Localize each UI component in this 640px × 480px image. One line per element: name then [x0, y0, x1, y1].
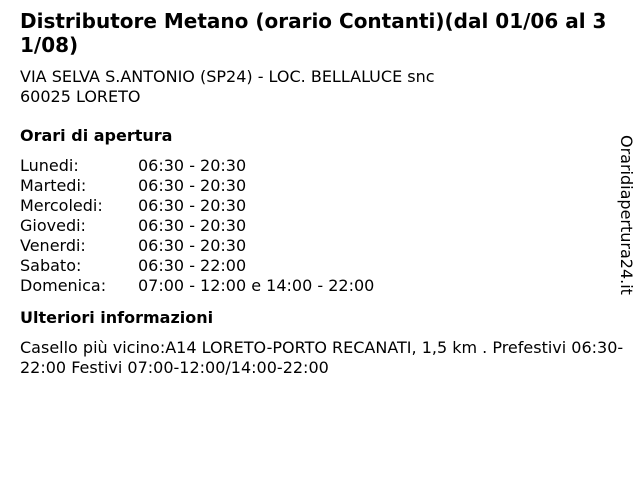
day-label: Mercoledi: — [20, 196, 103, 215]
site-watermark: Oraridiapertura24.it — [617, 135, 636, 295]
opening-hours-heading: Orari di apertura — [20, 126, 173, 145]
time-range: 06:30 - 20:30 — [138, 216, 247, 235]
hours-row-wednesday — [20, 196, 616, 216]
time-range: 06:30 - 20:30 — [138, 236, 247, 255]
address-block — [20, 67, 616, 107]
hours-row-tuesday — [20, 176, 616, 196]
hours-row-monday — [20, 156, 616, 176]
day-label: Lunedi: — [20, 156, 79, 175]
hours-row-sunday — [20, 276, 616, 296]
time-range: 06:30 - 22:00 — [138, 256, 247, 275]
day-label: Domenica: — [20, 276, 107, 295]
day-label: Giovedi: — [20, 216, 86, 235]
time-range: 07:00 - 12:00 e 14:00 - 22:00 — [138, 276, 375, 295]
time-range: 06:30 - 20:30 — [138, 176, 247, 195]
more-info-heading: Ulteriori informazioni — [20, 308, 214, 327]
more-info-text: Casello più vicino:A14 LORETO-PORTO RECANATI, 1,5 km . Prefestivi 06:30-22:00 Festivi 07:00-12:00/14:00-22:00 — [20, 338, 624, 377]
time-range: 06:30 - 20:30 — [138, 156, 247, 175]
day-label: Sabato: — [20, 256, 82, 275]
address-street: VIA SELVA S.ANTONIO (SP24) - LOC. BELLALUCE snc — [20, 67, 435, 86]
opening-hours-table — [20, 156, 616, 296]
address-city: 60025 LORETO — [20, 87, 141, 106]
hours-row-friday — [20, 236, 616, 256]
day-label: Venerdi: — [20, 236, 86, 255]
hours-row-saturday — [20, 256, 616, 276]
page-title: Distributore Metano (orario Contanti)(dal 01/06 al 31/08) — [20, 9, 607, 57]
time-range: 06:30 - 20:30 — [138, 196, 247, 215]
store-detail — [20, 9, 624, 378]
day-label: Martedi: — [20, 176, 87, 195]
hours-row-thursday — [20, 216, 616, 236]
